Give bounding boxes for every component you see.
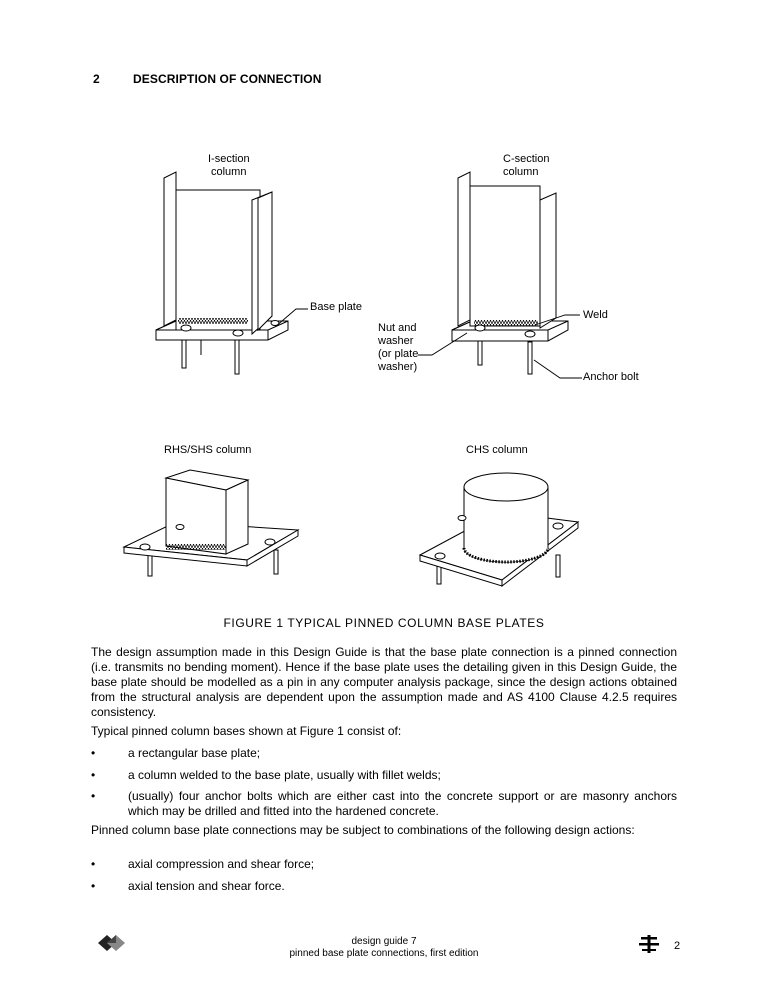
association-logo-icon	[638, 934, 660, 954]
label-chs: CHS column	[466, 444, 528, 456]
bullet-icon: •	[91, 789, 96, 803]
bullet-icon: •	[91, 857, 96, 871]
bullet-icon: •	[91, 768, 96, 782]
list-item: • a rectangular base plate;	[91, 746, 261, 760]
label-weld: Weld	[583, 309, 608, 321]
section-number: 2	[93, 72, 100, 86]
chs-column-drawing	[420, 473, 578, 586]
figure-caption: FIGURE 1 TYPICAL PINNED COLUMN BASE PLATES	[223, 616, 545, 630]
label-base-plate: Base plate	[310, 301, 362, 313]
c-section-column-drawing	[452, 172, 568, 374]
label-nut-washer: Nut and washer (or plate washer)	[378, 322, 419, 373]
list-item: • a column welded to the base plate, usually with fillet welds;	[91, 768, 441, 782]
i-section-column-drawing	[156, 172, 288, 374]
list-item: • axial compression and shear force;	[91, 857, 315, 871]
footer-text: design guide 7 pinned base plate connections, first edition	[289, 936, 479, 959]
list-item: • (usually) four anchor bolts which are either cast into the concrete support or are masonry anchors which may be drilled and fitted into the hardened concrete.	[91, 789, 677, 818]
label-i-section: I-section column	[208, 153, 250, 178]
label-c-section: C-section column	[503, 153, 550, 178]
paragraph-design-assumption: The design assumption made in this Design Guide is that the base plate connection is a pinned connection (i.e. transmits no bending moment). Hence if the base plate uses the detailing given in this Design Guide, the base plate should be modelled as a pin in any computer analysis package, since the design actions obtained from the structural analysis are dependent upon the assumption made and AS 4100 Clause 4.2.5 requires consistency.	[91, 645, 677, 719]
label-anchor-bolt: Anchor bolt	[583, 371, 639, 383]
bullet-icon: •	[91, 746, 96, 760]
section-title: DESCRIPTION OF CONNECTION	[133, 72, 322, 86]
rhs-shs-column-drawing	[124, 470, 298, 576]
bullet-icon: •	[91, 879, 96, 893]
paragraph-design-actions: Pinned column base plate connections may be subject to combinations of the following design actions:	[91, 823, 635, 837]
label-rhs-shs: RHS/SHS column	[164, 444, 252, 456]
page-number: 2	[674, 940, 681, 952]
paragraph-typical-bases: Typical pinned column bases shown at Figure 1 consist of:	[91, 724, 402, 738]
list-item: • axial tension and shear force.	[91, 879, 285, 893]
